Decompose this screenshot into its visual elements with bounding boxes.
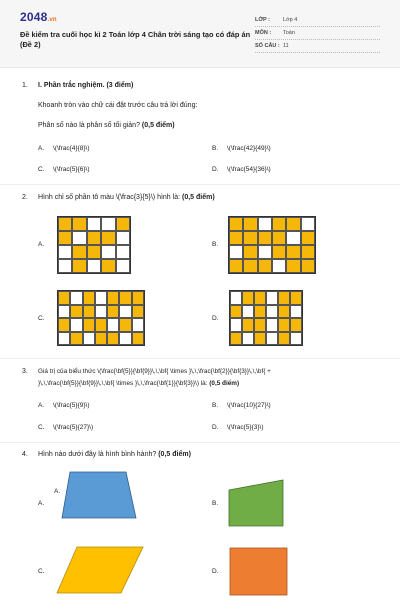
question-points: (0,5 điểm) bbox=[209, 380, 240, 387]
option-letter-a[interactable]: A. bbox=[38, 402, 45, 409]
question-text-body: Hình chỉ số phần tô màu \(\frac{3}{5}\) hình là: bbox=[38, 194, 181, 201]
meta-row-count bbox=[255, 40, 380, 53]
grid-cell-shaded bbox=[286, 217, 300, 231]
grid-cell-empty bbox=[301, 217, 315, 231]
option-text-a[interactable]: \(\frac{4}{8}\) bbox=[53, 145, 90, 152]
grid-cell-empty bbox=[119, 332, 131, 346]
grid-cell-shaded bbox=[278, 305, 290, 319]
logo-main: 2048 bbox=[20, 10, 48, 24]
page-header bbox=[0, 0, 400, 68]
grid-cell-empty bbox=[87, 259, 101, 273]
grid-cell-shaded bbox=[290, 291, 302, 305]
grid-cell-shaded bbox=[301, 231, 315, 245]
question-text-body: Phân số nào là phân số tối giản? bbox=[38, 122, 140, 129]
option-letter-d[interactable]: D. bbox=[212, 424, 219, 431]
grid-cell-empty bbox=[229, 245, 243, 259]
meta-row-class bbox=[255, 14, 380, 27]
grid-cell-shaded bbox=[229, 259, 243, 273]
grid-cell-shaded bbox=[72, 245, 86, 259]
grid-cell-empty bbox=[286, 231, 300, 245]
grid-cell-shaded bbox=[101, 259, 115, 273]
option-text-c[interactable]: \(\frac{5}{27}\) bbox=[53, 424, 94, 431]
trapezoid-shape-a[interactable] bbox=[60, 470, 140, 520]
grid-cell-shaded bbox=[132, 291, 144, 305]
option-text-d[interactable]: \(\frac{5}{3}\) bbox=[227, 424, 264, 431]
document-title: Đề kiểm tra cuối học kì 2 Toán lớp 4 Chân trời sáng tạo có đáp án (Đề 2) bbox=[20, 30, 251, 49]
option-letter-c[interactable]: C. bbox=[38, 315, 45, 322]
grid-cell-shaded bbox=[58, 231, 72, 245]
grid-cell-empty bbox=[58, 259, 72, 273]
rectangle-shape-d[interactable] bbox=[229, 547, 289, 597]
trapezoid-fill bbox=[62, 472, 136, 518]
logo-suffix: .vn bbox=[47, 17, 57, 23]
grid-cell-empty bbox=[116, 259, 130, 273]
option-letter-c[interactable]: C. bbox=[38, 424, 45, 431]
grid-cell-shaded bbox=[286, 259, 300, 273]
grid-cell-shaded bbox=[258, 259, 272, 273]
grid-cell-shaded bbox=[243, 217, 257, 231]
grid-cell-empty bbox=[258, 245, 272, 259]
grid-cell-shaded bbox=[95, 318, 107, 332]
divider bbox=[0, 184, 400, 185]
option-text-a[interactable]: \(\frac{5}{9}\) bbox=[53, 402, 90, 409]
fraction-grid-b[interactable] bbox=[228, 216, 316, 274]
grid-cell-empty bbox=[266, 305, 278, 319]
grid-cell-shaded bbox=[83, 305, 95, 319]
instruction-text: Khoanh tròn vào chữ cái đặt trước câu trả lời đúng: bbox=[38, 102, 198, 109]
question-points: (0,5 điểm) bbox=[158, 451, 191, 458]
grid-cell-shaded bbox=[70, 305, 82, 319]
option-letter-b[interactable]: B. bbox=[212, 500, 219, 507]
grid-cell-empty bbox=[116, 245, 130, 259]
grid-cell-shaded bbox=[272, 231, 286, 245]
option-letter-b[interactable]: B. bbox=[212, 145, 219, 152]
grid-cell-empty bbox=[266, 318, 278, 332]
option-text-d[interactable]: \(\frac{54}{36}\) bbox=[227, 166, 271, 173]
grid-cell-empty bbox=[272, 259, 286, 273]
document-meta bbox=[255, 14, 380, 53]
grid-cell-shaded bbox=[132, 332, 144, 346]
section-title: I. Phần trắc nghiệm. (3 điểm) bbox=[38, 82, 134, 89]
grid-cell-shaded bbox=[58, 217, 72, 231]
meta-value: 11 bbox=[283, 43, 289, 49]
option-letter-a[interactable]: A. bbox=[38, 500, 45, 507]
option-letter-a[interactable]: A. bbox=[38, 145, 45, 152]
option-letter-c[interactable]: C. bbox=[38, 166, 45, 173]
grid-cell-shaded bbox=[242, 318, 254, 332]
grid-cell-shaded bbox=[258, 231, 272, 245]
divider bbox=[0, 358, 400, 359]
option-letter-a[interactable]: A. bbox=[38, 241, 45, 248]
grid-cell-empty bbox=[58, 305, 70, 319]
meta-value: Toán bbox=[283, 30, 295, 36]
meta-key: MÔN : bbox=[255, 30, 272, 36]
grid-cell-shaded bbox=[83, 291, 95, 305]
grid-cell-empty bbox=[290, 305, 302, 319]
option-letter-c[interactable]: C. bbox=[38, 568, 45, 575]
grid-cell-shaded bbox=[116, 217, 130, 231]
grid-cell-empty bbox=[290, 332, 302, 346]
grid-cell-empty bbox=[116, 231, 130, 245]
grid-cell-shaded bbox=[243, 245, 257, 259]
grid-cell-shaded bbox=[301, 245, 315, 259]
grid-cell-empty bbox=[70, 291, 82, 305]
option-letter-b[interactable]: B. bbox=[212, 241, 219, 248]
grid-cell-empty bbox=[70, 318, 82, 332]
question-points: (0,5 điểm) bbox=[141, 122, 175, 129]
grid-cell-shaded bbox=[72, 259, 86, 273]
grid-cell-empty bbox=[58, 332, 70, 346]
grid-cell-shaded bbox=[58, 318, 70, 332]
meta-value: Lớp 4 bbox=[283, 17, 298, 23]
grid-cell-shaded bbox=[107, 291, 119, 305]
question-text-body: }\,\,\frac{\bf{5}}{\bf{9}}\,\,\bf{ \times }\,\,\frac{\bf{1}}{\bf{3}}\) là: bbox=[38, 380, 208, 387]
grid-cell-shaded bbox=[58, 291, 70, 305]
fraction-grid-a[interactable] bbox=[57, 216, 131, 274]
grid-cell-shaded bbox=[290, 318, 302, 332]
grid-cell-empty bbox=[119, 305, 131, 319]
grid-cell-shaded bbox=[272, 217, 286, 231]
shape-inner-label: A. bbox=[54, 488, 61, 495]
grid-cell-shaded bbox=[230, 332, 242, 346]
grid-cell-empty bbox=[132, 318, 144, 332]
question-text bbox=[38, 451, 191, 458]
option-text-c[interactable]: \(\frac{5}{6}\) bbox=[53, 166, 90, 173]
grid-cell-shaded bbox=[254, 305, 266, 319]
grid-cell-shaded bbox=[87, 245, 101, 259]
grid-cell-empty bbox=[266, 332, 278, 346]
grid-cell-empty bbox=[242, 305, 254, 319]
grid-cell-shaded bbox=[119, 318, 131, 332]
grid-cell-shaded bbox=[272, 245, 286, 259]
grid-cell-shaded bbox=[107, 305, 119, 319]
grid-cell-empty bbox=[72, 231, 86, 245]
meta-row-subject bbox=[255, 27, 380, 40]
grid-cell-shaded bbox=[254, 332, 266, 346]
grid-cell-shaded bbox=[87, 231, 101, 245]
grid-cell-shaded bbox=[278, 318, 290, 332]
grid-cell-shaded bbox=[107, 332, 119, 346]
grid-cell-shaded bbox=[72, 217, 86, 231]
grid-cell-empty bbox=[258, 217, 272, 231]
grid-cell-shaded bbox=[230, 305, 242, 319]
rectangle-fill bbox=[230, 548, 287, 595]
grid-cell-shaded bbox=[254, 291, 266, 305]
grid-cell-shaded bbox=[301, 259, 315, 273]
question-number: 4. bbox=[22, 451, 28, 458]
meta-key: SỐ CÂU : bbox=[255, 43, 280, 49]
grid-cell-shaded bbox=[243, 231, 257, 245]
quadrilateral-fill bbox=[229, 480, 283, 526]
question-text-line1: Giá trị của biểu thức \(\frac{\bf{5}}{\bf{9}}\,\,\bf{ \times }\,\,\frac{\bf{2}}{\bf{3}}\,\,\bf{ + bbox=[38, 368, 271, 375]
grid-cell-shaded bbox=[254, 318, 266, 332]
grid-cell-shaded bbox=[229, 231, 243, 245]
grid-cell-shaded bbox=[83, 318, 95, 332]
grid-cell-shaded bbox=[132, 305, 144, 319]
parallelogram-shape-c[interactable] bbox=[55, 545, 145, 595]
question-points: (0,5 điểm) bbox=[182, 194, 215, 201]
parallelogram-fill bbox=[57, 547, 143, 593]
option-letter-d[interactable]: D. bbox=[212, 166, 219, 173]
option-text-b[interactable]: \(\frac{42}{49}\) bbox=[227, 145, 271, 152]
quadrilateral-shape-b[interactable] bbox=[228, 478, 288, 528]
grid-cell-empty bbox=[95, 291, 107, 305]
grid-cell-shaded bbox=[243, 259, 257, 273]
grid-cell-shaded bbox=[278, 291, 290, 305]
grid-cell-empty bbox=[95, 305, 107, 319]
grid-cell-empty bbox=[242, 332, 254, 346]
grid-cell-empty bbox=[87, 217, 101, 231]
question-number: 2. bbox=[22, 194, 28, 201]
question-text-body: Hình nào dưới đây là hình bình hành? bbox=[38, 451, 157, 458]
grid-cell-shaded bbox=[70, 332, 82, 346]
grid-cell-empty bbox=[101, 245, 115, 259]
grid-cell-empty bbox=[83, 332, 95, 346]
question-text bbox=[38, 194, 215, 201]
option-letter-d[interactable]: D. bbox=[212, 568, 219, 575]
question-text bbox=[38, 122, 175, 129]
grid-cell-shaded bbox=[286, 245, 300, 259]
fraction-grid-d[interactable] bbox=[229, 290, 303, 346]
question-number: 1. bbox=[22, 82, 28, 89]
question-text-line2 bbox=[38, 380, 239, 387]
grid-cell-empty bbox=[58, 245, 72, 259]
meta-key: LỚP : bbox=[255, 17, 270, 23]
site-logo[interactable] bbox=[20, 10, 57, 24]
grid-cell-empty bbox=[107, 318, 119, 332]
grid-cell-empty bbox=[230, 318, 242, 332]
option-letter-d[interactable]: D. bbox=[212, 315, 219, 322]
grid-cell-shaded bbox=[242, 291, 254, 305]
question-number: 3. bbox=[22, 368, 28, 375]
grid-cell-shaded bbox=[119, 291, 131, 305]
fraction-grid-c[interactable] bbox=[57, 290, 145, 346]
option-letter-b[interactable]: B. bbox=[212, 402, 219, 409]
option-text-b[interactable]: \(\frac{10}{27}\) bbox=[227, 402, 271, 409]
grid-cell-shaded bbox=[101, 231, 115, 245]
grid-cell-shaded bbox=[278, 332, 290, 346]
grid-cell-shaded bbox=[229, 217, 243, 231]
grid-cell-empty bbox=[101, 217, 115, 231]
divider bbox=[0, 442, 400, 443]
grid-cell-shaded bbox=[95, 332, 107, 346]
grid-cell-empty bbox=[266, 291, 278, 305]
grid-cell-empty bbox=[230, 291, 242, 305]
